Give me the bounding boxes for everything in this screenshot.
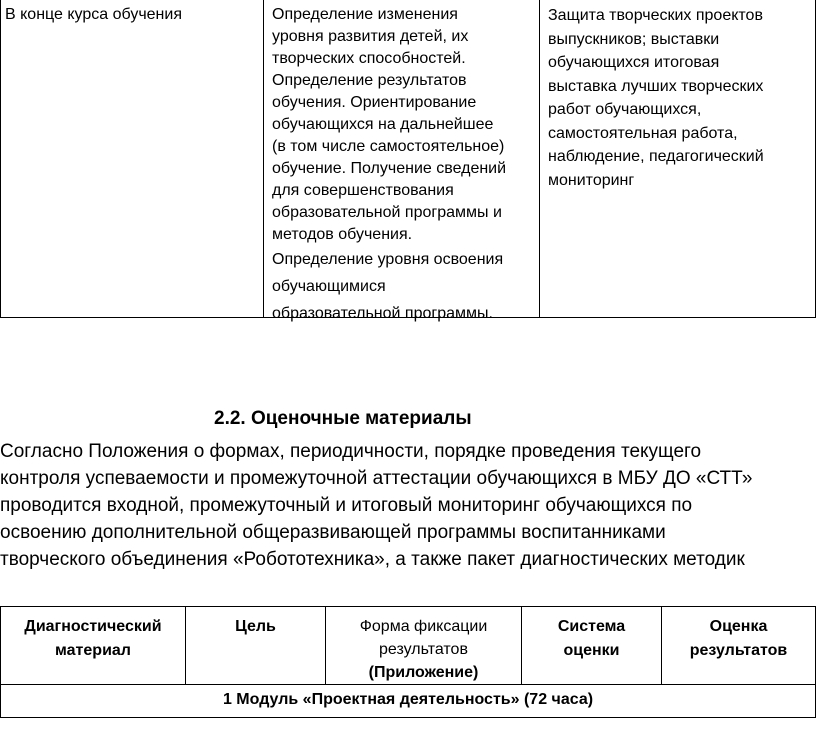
- header-fixation-form: [326, 606, 522, 684]
- paragraph-line: контроля успеваемости и промежуточной аттестации обучающихся в МБУ ДО «СТТ»: [0, 468, 753, 489]
- section-paragraph: [0, 438, 816, 573]
- table-cell-period: [0, 0, 264, 318]
- header-text: оценки: [563, 642, 620, 659]
- paragraph-line: проводится входной, промежуточный и итоговый мониторинг обучающихся по: [0, 495, 693, 516]
- table-cell-forms: [540, 0, 816, 318]
- goal-line: творческих способностей.: [272, 50, 466, 67]
- period-text: В конце курса обучения: [5, 6, 182, 23]
- header-text: результатов: [379, 641, 468, 658]
- goal-line: Определение уровня освоения: [272, 251, 504, 268]
- goal-line: методов обучения.: [272, 226, 413, 243]
- table-cell-goal: [264, 0, 540, 322]
- top-table: [0, 0, 816, 320]
- header-text: результатов: [689, 642, 788, 659]
- paragraph-line: Согласно Положения о формах, периодичности, порядке проведения текущего: [0, 441, 702, 462]
- goal-line: (в том числе самостоятельное): [272, 138, 505, 155]
- forms-line: обучающихся итоговая: [548, 54, 720, 71]
- forms-line: Защита творческих проектов: [548, 7, 763, 24]
- header-diagnostic-material: [0, 606, 186, 684]
- goal-line: обучение. Получение сведений: [272, 160, 507, 177]
- goal-line: обучения. Ориентирование: [272, 94, 477, 111]
- forms-line: самостоятельная работа,: [548, 124, 738, 142]
- section-heading: 2.2. Оценочные материалы: [214, 408, 472, 429]
- forms-line: мониторинг: [548, 171, 635, 189]
- header-text: Форма фиксации: [359, 618, 488, 635]
- goal-line: для совершенствования: [272, 182, 454, 199]
- header-text: Система: [557, 618, 626, 635]
- forms-line: наблюдение, педагогический: [548, 148, 764, 165]
- goal-line: обучающихся на дальнейшее: [272, 116, 494, 133]
- goal-line: образовательной программы и: [272, 204, 502, 221]
- header-goal: [186, 606, 326, 684]
- goal-line: Определение результатов: [272, 72, 467, 89]
- paragraph-line: освоению дополнительной общеразвивающей программы воспитанниками: [0, 522, 666, 543]
- goal-line: образовательной программы.: [272, 305, 493, 322]
- paragraph-line: творческого объединения «Робототехника», а также пакет диагностических методик: [0, 549, 745, 570]
- goal-line: обучающимися: [272, 278, 386, 295]
- forms-line: выпускников; выставки: [548, 30, 720, 48]
- module-row: 1 Модуль «Проектная деятельность» (72 часа): [0, 684, 816, 718]
- header-note: (Приложение): [368, 664, 479, 681]
- goal-line: уровня развития детей, их: [272, 28, 469, 45]
- header-text: материал: [55, 642, 131, 659]
- forms-line: выставка лучших творческих: [548, 77, 764, 95]
- header-text: Оценка: [709, 618, 768, 635]
- goal-line: Определение изменения: [272, 6, 458, 23]
- header-grading-system: [522, 606, 662, 684]
- forms-line: работ обучающихся,: [548, 101, 702, 118]
- header-text: Диагностический: [24, 618, 162, 635]
- header-text: Цель: [235, 618, 276, 635]
- header-results-evaluation: [662, 606, 816, 684]
